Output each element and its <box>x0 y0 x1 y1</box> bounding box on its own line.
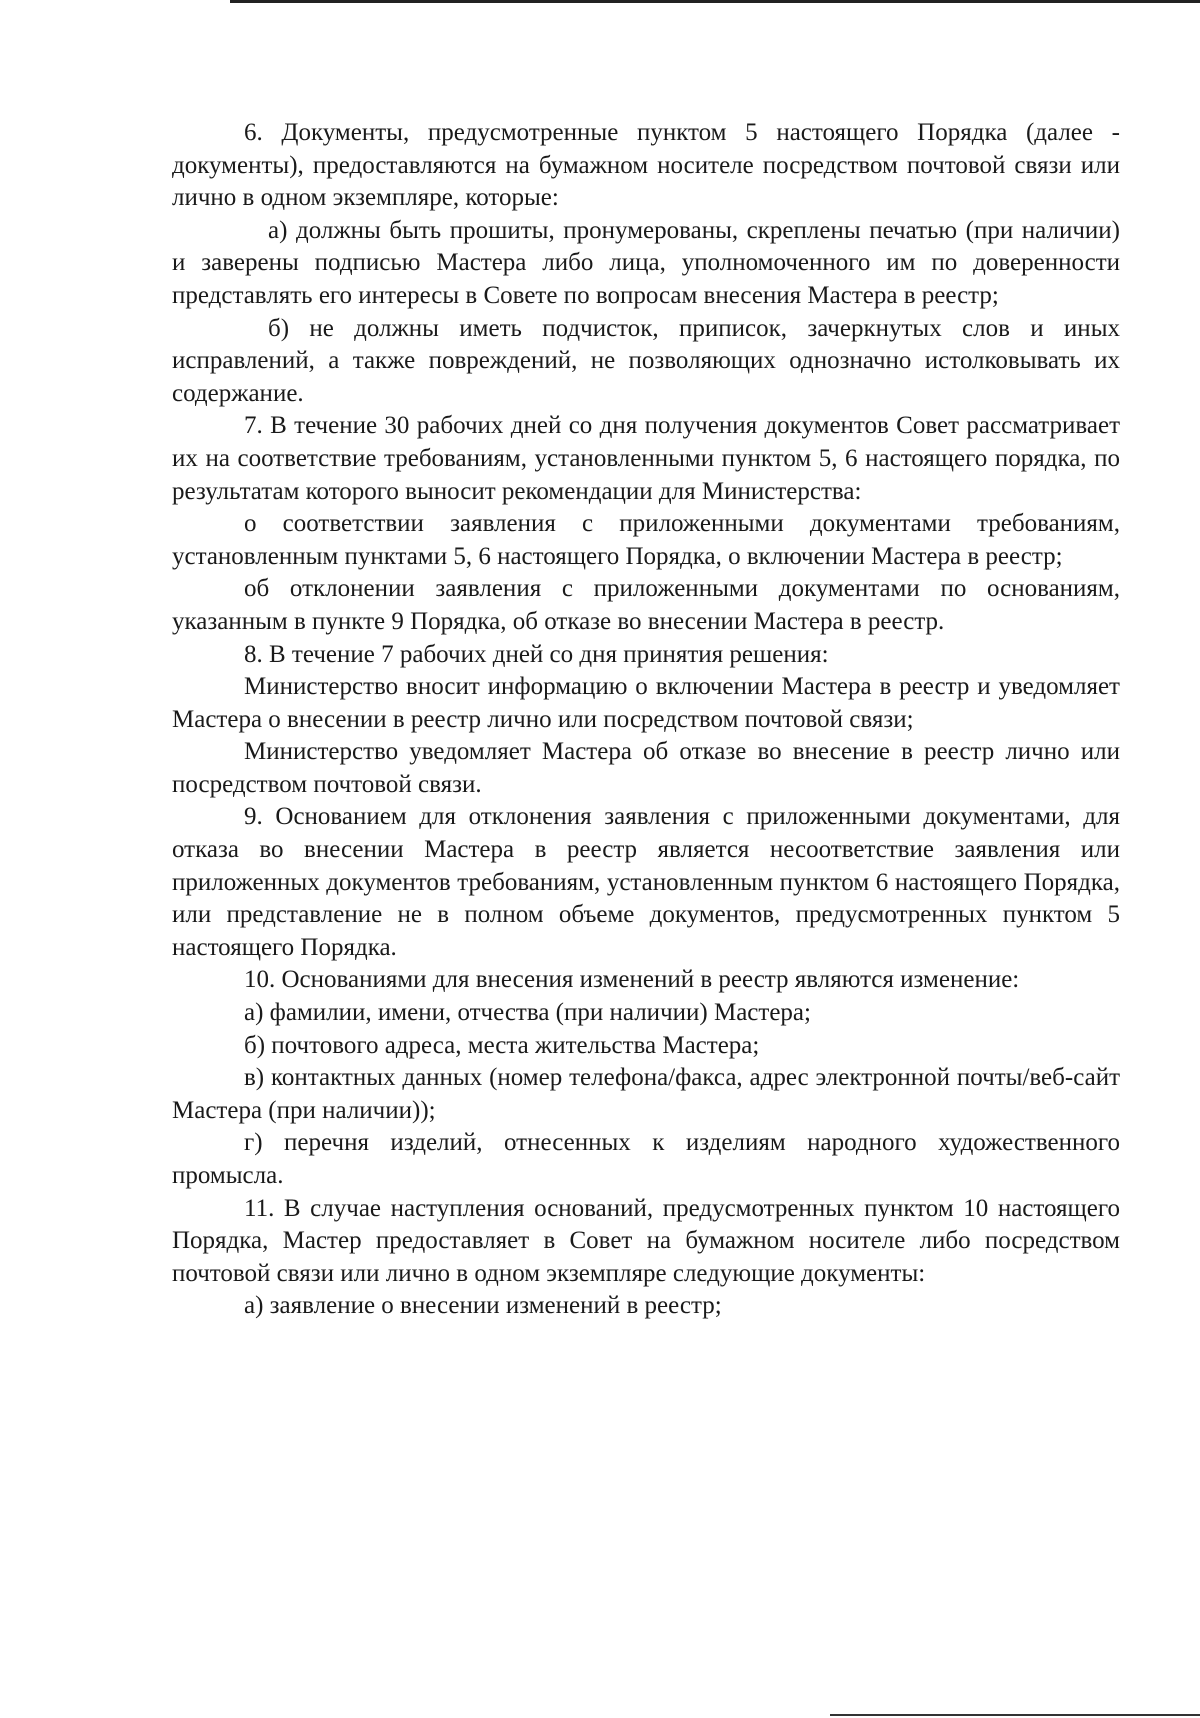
paragraph-11: 11. В случае наступления оснований, предусмотренных пунктом 10 настоящего Порядка, Мастер предоставляет в Совет на бумажном носителе либо посредством почтовой связи или лично в одном экземпляре следующие документы: <box>172 1194 1120 1287</box>
document-page <box>172 117 1120 1323</box>
paragraph-10-item-g: г) перечня изделий, отнесенных к изделиям народного художественного промысла. <box>172 1129 1120 1189</box>
paragraph-8: 8. В течение 7 рабочих дней со дня принятия решения: <box>244 640 829 668</box>
paragraph-8-refuse: Министерство уведомляет Мастера об отказе во внесение в реестр лично или посредством почтовой связи. <box>172 738 1120 798</box>
paragraph-6-item-a: а) должны быть прошиты, пронумерованы, скреплены печатью (при наличии) и заверены подписью Мастера либо лица, уполномоченного им по доверенности представлять его интересы в Совете по вопросам внесения Мастера в реестр; <box>172 216 1120 309</box>
paragraph-6: 6. Документы, предусмотренные пунктом 5 настоящего Порядка (далее - документы), предоставляются на бумажном носителе посредством почтовой связи или лично в одном экземпляре, которые: <box>172 119 1120 212</box>
paragraph-10-item-a: а) фамилии, имени, отчества (при наличии) Мастера; <box>244 999 811 1027</box>
paragraph-10: 10. Основаниями для внесения изменений в реестр являются изменение: <box>244 966 1020 994</box>
paragraph-7: 7. В течение 30 рабочих дней со дня получения документов Совет рассматривает их на соответствие требованиям, установленными пунктом 5, 6 настоящего порядка, по результатам которого выносит рекомендации для Министерства: <box>172 412 1120 505</box>
scan-border-top <box>230 0 1200 3</box>
scan-border-bottom <box>830 1714 1200 1716</box>
paragraph-7-option-approve: о соответствии заявления с приложенными документами требованиям, установленным пунктами 5, 6 настоящего Порядка, о включении Мастера в реестр; <box>172 510 1120 570</box>
paragraph-11-item-a: а) заявление о внесении изменений в реестр; <box>244 1292 722 1320</box>
paragraph-9: 9. Основанием для отклонения заявления с приложенными документами, для отказа во внесении Мастера в реестр является несоответствие заявления или приложенных документов требованиям, установленным пунктом 6 настоящего Порядка, или представление не в полном объеме документов, предусмотренных пунктом 5 настоящего Порядка. <box>172 803 1120 961</box>
paragraph-7-option-reject: об отклонении заявления с приложенными документами по основаниям, указанным в пункте 9 Порядка, об отказе во внесении Мастера в реестр. <box>172 575 1120 635</box>
paragraph-8-include: Министерство вносит информацию о включении Мастера в реестр и уведомляет Мастера о внесении в реестр лично или посредством почтовой связи; <box>172 673 1120 733</box>
paragraph-10-item-v: в) контактных данных (номер телефона/факса, адрес электронной почты/веб-сайт Мастера (при наличии)); <box>172 1064 1120 1124</box>
paragraph-6-item-b: б) не должны иметь подчисток, приписок, зачеркнутых слов и иных исправлений, а также повреждений, не позволяющих однозначно истолковывать их содержание. <box>172 314 1120 407</box>
paragraph-10-item-b: б) почтового адреса, места жительства Мастера; <box>244 1031 760 1059</box>
